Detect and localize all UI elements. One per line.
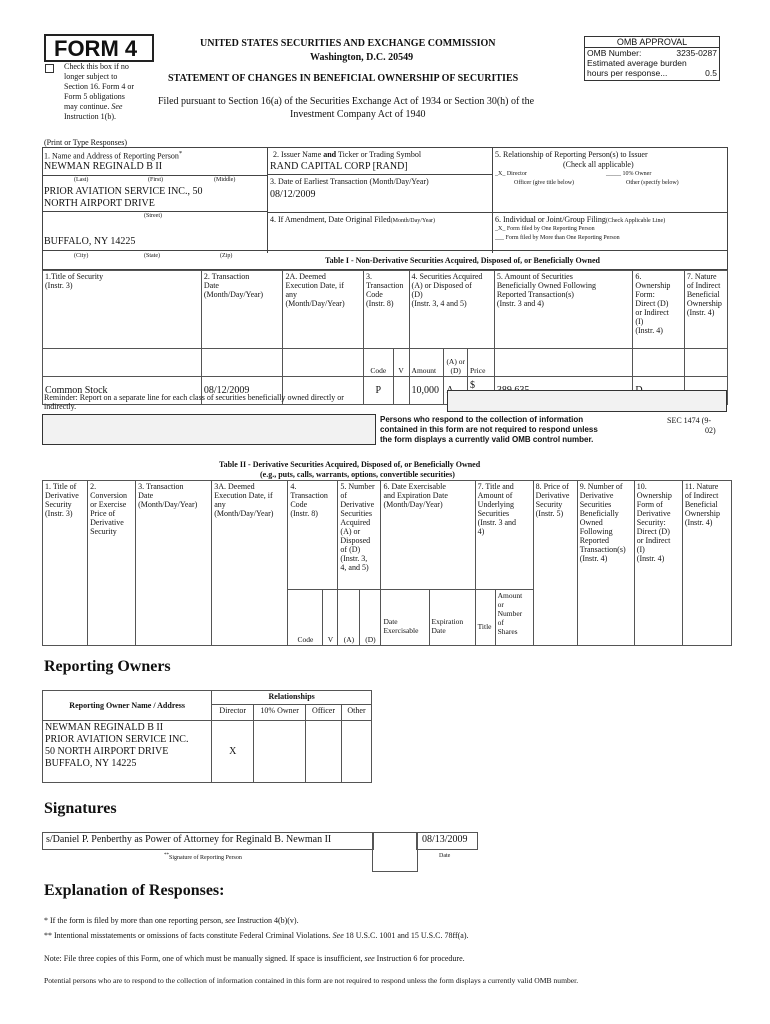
zip-label: (Zip): [220, 253, 233, 259]
individual-opt2: ___ Form filed by More than One Reporting Person: [495, 235, 620, 241]
t2-c4: 4. Transaction Code (Instr. 8): [288, 481, 338, 590]
t1-row-date: 08/12/2009: [201, 377, 283, 405]
owners-col-ten: 10% Owner: [254, 705, 306, 721]
t1-col7-header: 7. Nature of Indirect Beneficial Ownership (Instr. 4): [684, 271, 727, 349]
t1-row-code: P: [363, 377, 393, 405]
signature-marker: **: [164, 853, 169, 858]
t1-col6-header: 6. Ownership Form: Direct (D) or Indirect (I) (Instr. 4): [633, 271, 685, 349]
reminder-blank-box: [447, 390, 727, 412]
t2-c1: 1. Title of Derivative Security (Instr. 3): [43, 481, 88, 646]
t2-c8: 8. Price of Derivative Security (Instr. 5): [533, 481, 577, 646]
t1-row-amount: 10,000: [409, 377, 444, 405]
state-label: (State): [144, 253, 160, 259]
t2-sub-a: (A): [338, 590, 360, 646]
t2-sub-d: (D): [360, 590, 381, 646]
officer-option: Officer (give title below): [514, 180, 575, 186]
issuer-label-and: and: [323, 150, 337, 159]
notice-left-blank-box: [42, 414, 376, 445]
first-label: (First): [148, 177, 163, 183]
table-row: [43, 721, 372, 783]
table2: [42, 480, 732, 646]
director-mark: _X_: [495, 171, 506, 177]
t2-c5: 5. Number of Derivative Securities Acquired (A) or Disposed of (D) (Instr. 3, 4, and 5): [338, 481, 381, 590]
signer: s/Daniel P. Penberthy as Power of Attorney for Reginald B. Newman II: [46, 834, 332, 845]
check-text-line: Check this box if no: [64, 62, 129, 71]
t2-sub-title: Title: [475, 590, 495, 646]
table1: [42, 270, 728, 405]
reporting-company: PRIOR AVIATION SERVICE INC., 50: [44, 186, 203, 197]
ten-pct-option: 10% Owner: [622, 171, 652, 177]
t1-sub-code: Code: [363, 349, 393, 377]
sec-code-2: 02): [705, 426, 716, 435]
relationship-check-all: (Check all applicable): [563, 160, 634, 169]
statement-title: STATEMENT OF CHANGES IN BENEFICIAL OWNERSHIP OF SECURITIES: [168, 73, 519, 84]
check-text-line: Section 16. Form 4 or: [64, 82, 134, 91]
reporting-city-state: BUFFALO, NY 14225: [44, 236, 136, 247]
t1-row-price: $: [468, 377, 495, 405]
relationship-label: 5. Relationship of Reporting Person(s) to Issuer: [495, 150, 648, 159]
explanation-line1: * If the form is filed by more than one reporting person,: [44, 916, 224, 925]
reminder: Reminder: Report on a separate line for each class of securities beneficially owned directly or: [44, 393, 344, 402]
explanation-line1-end: Instruction 4(b)(v).: [237, 916, 299, 925]
check-see: See: [111, 102, 123, 111]
reporting-name: NEWMAN REGINALD B II: [44, 161, 163, 172]
t1-sub-amount: Amount: [409, 349, 444, 377]
form-title-box: [44, 34, 154, 62]
individual-hint: (Check Applicable Line): [605, 218, 666, 224]
t2-sub-v: V: [323, 590, 338, 646]
no-longer-subject-checkbox[interactable]: [45, 64, 54, 73]
t1-col2a-header: 2A. Deemed Execution Date, if any (Month/Day/Year): [283, 271, 364, 349]
form-title: FORM 4: [54, 36, 138, 61]
t2-sub-exp: Expiration Date: [429, 590, 475, 646]
check-text-line: Form 5 obligations: [64, 92, 125, 101]
owners-col-name: Reporting Owner Name / Address: [43, 691, 212, 721]
name-marker: *: [178, 150, 183, 157]
amendment-label: 4. If Amendment, Date Original Filed: [270, 215, 391, 224]
omb-number-label: OMB Number:: [587, 48, 642, 58]
table1-title: Table I - Non-Derivative Securities Acquired, Disposed of, or Beneficially Owned: [325, 256, 600, 265]
check-text-line: may continue.: [64, 102, 110, 111]
check-box-text: [64, 62, 134, 122]
explanation-see-2: See: [332, 931, 344, 940]
omb-burden: Estimated average burden: [587, 58, 687, 68]
check-text-line: longer subject to: [64, 72, 118, 81]
t1-col3-header: 3. Transaction Code (Instr. 8): [363, 271, 409, 349]
t2-sub-date: Date Exercisable: [381, 590, 429, 646]
omb-hours-label: hours per response...: [587, 68, 668, 78]
signature-row: [42, 832, 478, 870]
signature-label: Signature of Reporting Person: [169, 855, 242, 861]
t1-col2-header: 2. Transaction Date (Month/Day/Year): [201, 271, 283, 349]
owners-col-officer: Officer: [306, 705, 342, 721]
t1-col5-header: 5. Amount of Securities Beneficially Owned Following Reported Transaction(s) (Instr. 3 and 4): [494, 271, 632, 349]
explanation-see-3: see: [364, 954, 375, 963]
table2-title: Table II - Derivative Securities Acquired, Disposed of, or Beneficially Owned: [219, 460, 481, 469]
print-type: (Print or Type Responses): [44, 138, 128, 147]
explanation-line3-end: Instruction 6 for procedure.: [376, 954, 465, 963]
t1-col4-header: 4. Securities Acquired (A) or Disposed of (D) (Instr. 3, 4 and 5): [409, 271, 494, 349]
middle-label: (Middle): [214, 177, 236, 183]
table2-subtitle: (e.g., puts, calls, warrants, options, convertible securities): [260, 470, 455, 479]
t2-c9: 9. Number of Derivative Securities Beneficially Owned Following Reported Transaction(s) (Instr. 4): [577, 481, 634, 646]
street-label: (Street): [144, 213, 162, 219]
owner-director-mark: X: [212, 721, 254, 783]
filed-line-2: Investment Company Act of 1940: [290, 109, 426, 120]
t1-sub-v: V: [393, 349, 409, 377]
t2-c6: 6. Date Exercisable and Expiration Date (Month/Day/Year): [381, 481, 475, 590]
reporting-street-line: NORTH AIRPORT DRIVE: [44, 198, 155, 209]
t2-c2: 2. Conversion or Exercise Price of Derivative Security: [88, 481, 136, 646]
t2-c7: 7. Title and Amount of Underlying Securities (Instr. 3 and 4): [475, 481, 533, 590]
omb-hours: 0.5: [705, 68, 717, 78]
t2-c3a: 3A. Deemed Execution Date, if any (Month/Day/Year): [212, 481, 288, 646]
explanation-line3: Note: File three copies of this Form, one of which must be manually signed. If space is insufficient,: [44, 954, 363, 963]
check-text-line: Instruction 1(b).: [64, 112, 116, 121]
issuer-name: RAND CAPITAL CORP [RAND]: [270, 161, 408, 172]
explanation-line2: ** Intentional misstatements or omissions of facts constitute Federal Criminal Violations.: [44, 931, 331, 940]
date-label: Date: [439, 853, 451, 859]
explanation-line2-end: 18 U.S.C. 1001 and 15 U.S.C. 78ff(a).: [345, 931, 469, 940]
signatures-heading: Signatures: [44, 800, 117, 817]
t1-sub-price: Price: [468, 349, 495, 377]
t1-col1-header: 1.Title of Security (Instr. 3): [43, 271, 202, 349]
owner-address: NEWMAN REGINALD B II PRIOR AVIATION SERVICE INC. 50 NORTH AIRPORT DRIVE BUFFALO, NY 14225: [43, 721, 212, 783]
director-option: Director: [506, 171, 527, 177]
t2-c3: 3. Transaction Date (Month/Day/Year): [136, 481, 212, 646]
sec-code: SEC 1474 (9-: [667, 416, 711, 425]
city-label: (City): [74, 253, 89, 259]
owners-table: [42, 690, 372, 783]
reminder-2: indirectly.: [44, 402, 77, 411]
individual-label: 6. Individual or Joint/Group Filing: [495, 215, 606, 224]
filed-line-1: Filed pursuant to Section 16(a) of the Securities Exchange Act of 1934 or Section 30(h) of the: [158, 96, 535, 107]
issuer-label-b: Ticker or Trading Symbol: [337, 150, 422, 159]
omb-title: OMB APPROVAL: [585, 37, 719, 48]
persons-notice: Persons who respond to the collection of information contained in this form are not required to respond unless the form displays a currently valid OMB control number.: [380, 415, 598, 444]
ten-pct-blank: _____: [606, 171, 621, 177]
issuer-label-a: 2. Issuer Name: [273, 150, 322, 159]
owners-heading: Reporting Owners: [44, 658, 171, 675]
explanation-heading: Explanation of Responses:: [44, 882, 225, 899]
signature-date: 08/13/2009: [422, 834, 468, 845]
omb-approval-box: [584, 36, 720, 81]
agency-name: UNITED STATES SECURITIES AND EXCHANGE COMMISSION: [200, 38, 496, 49]
agency-location: Washington, D.C. 20549: [310, 52, 414, 63]
last-label: (Last): [74, 177, 89, 183]
owners-col-other: Other: [342, 705, 372, 721]
t2-sub-code: Code: [288, 590, 323, 646]
other-option: Other (specify below): [626, 180, 679, 186]
owners-col-director: Director: [212, 705, 254, 721]
t2-c11: 11. Nature of Indirect Beneficial Ownership (Instr. 4): [682, 481, 731, 646]
earliest-date-label: 3. Date of Earliest Transaction (Month/Day/Year): [270, 177, 429, 186]
amendment-hint: (Month/Day/Year): [390, 218, 436, 224]
t1-row-title: Common Stock: [43, 377, 202, 405]
individual-opt1: _X_ Form filed by One Reporting Person: [495, 226, 595, 232]
explanation-see: see: [225, 916, 236, 925]
omb-number: 3235-0287: [676, 48, 717, 58]
t2-sub-amount: Amount or Number of Shares: [495, 590, 533, 646]
name-label: 1. Name and Address of Reporting Person: [44, 151, 179, 161]
t2-c10: 10. Ownership Form of Derivative Security: Direct (D) or Indirect (I) (Instr. 4): [634, 481, 682, 646]
owners-relationships: Relationships: [212, 691, 372, 705]
t1-sub-ad: (A) or (D): [444, 349, 468, 377]
explanation-line4: Potential persons who are to respond to the collection of information contained in this form are not required to respond unless the form displays a currently valid OMB number.: [44, 976, 579, 985]
earliest-date: 08/12/2009: [270, 189, 316, 200]
